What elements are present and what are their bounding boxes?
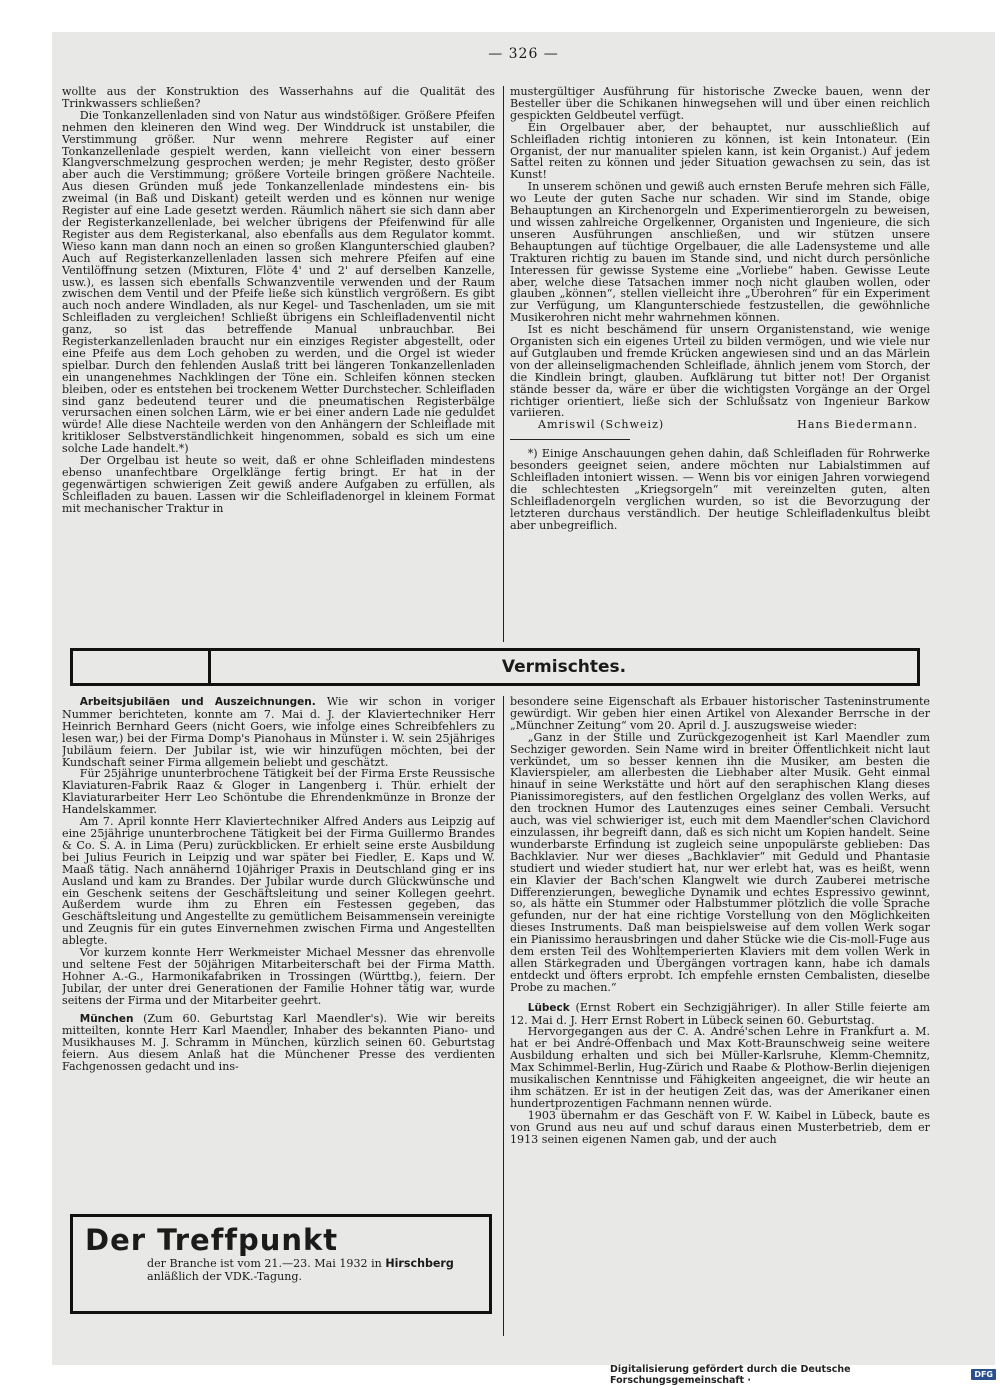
- paragraph: wollte aus der Konstruktion des Wasserhahns auf die Qualität des Trinkwassers schließen?: [62, 86, 495, 110]
- paragraph: Ein Orgelbauer aber, der behauptet, nur ausschließlich auf Schleifladen richtig intonieren zu können, ist kein Intonateur. (Ein Organist, der nur manualiter spielen kann, ist kein Organist.) Auf jedem Sattel reiten zu können und jeder Situation gewachsen zu sein, das ist Kunst!: [510, 120, 930, 182]
- advertisement-title: Der Treffpunkt: [85, 1223, 339, 1257]
- scanned-page: [52, 32, 995, 1365]
- signature-line: [510, 419, 930, 431]
- paragraph: [62, 696, 495, 768]
- advertisement-subtext: anläßlich der VDK.-Tagung.: [147, 1270, 303, 1283]
- article-column-top-right: [510, 86, 930, 644]
- paragraph: In unserem schönen und gewiß auch ernsten Berufe mehren sich Fälle, wo Leute der guten Sache nur schaden. Wir sind im Stande, obige Behauptungen an Kirchenorgeln und Experimentierorgeln zu beweisen, und wissen zahlreiche Orgelkenner, Organisten und Ingenieure, die sich unseren Ausführungen anschließen, und wir stützen unsere Behauptungen auf tüchtige Orgelbauer, die alle Ladensysteme und alle Trakturen richtig zu bauen im Stande sind, und nicht durch persönliche Interessen für gewisse Systeme eine „Vorliebe“ haben. Gewisse Leute aber, welche diese Tatsachen immer noch nicht glauben wollen, oder glauben „können“, stellen vielleicht ihre „Überohren“ für ein Experiment zur Verfügung, um Klangunterschiede festzustellen, die gewöhnliche Musikerohren nicht mehr wahrnehmen können.: [510, 180, 930, 325]
- footnote: *) Einige Anschauungen gehen dahin, daß Schleifladen für Rohrwerke besonders geeignet seien, andere möchten nur Labialstimmen auf Schleifladen intoniert wissen. — Wenn bis vor einigen Jahren vorwiegend die schlechtesten „Kriegsorgeln“ mit vereinzelten guten, alten Schleifladenorgeln verglichen wurden, so ist die Bevorzugung der letzteren durchaus verständlich. Der heutige Schleifladenkultus bleibt aber unbegreiflich.: [510, 447, 930, 532]
- paragraph: Hervorgegangen aus der C. A. André'schen Lehre in Frankfurt a. M. hat er bei André-Offenbach und Max Kott-Braunschweig seine weitere Ausbildung erhalten und sich bei Müller-Karlsruhe, Klemm-Chemnitz, Max Schimmel-Berlin, Hug-Zürich und Raabe & Plothow-Berlin diejenigen musikalischen Kenntnisse und Fähigkeiten angeeignet, die wir heute an ihm schätzen. Er ist in der heutigen Zeit das, was der Amerikaner einen hundertprozentigen Fachmann nennen würde.: [510, 1025, 930, 1110]
- article-column-bottom-right: [510, 696, 930, 1336]
- paragraph: Für 25jährige ununterbrochene Tätigkeit bei der Firma Erste Reussische Klaviaturen-Fabrik Raaz & Gloger in Langenberg i. Thür. erhielt der Klaviaturarbeiter Herr Leo Schöntube die Ehrendenkmünze in Bronze der Handelskammer.: [62, 767, 495, 817]
- quotation: „Ganz in der Stille und Zurückgezogenheit ist Karl Maendler zum Sechziger geworden. Sein Name wird in breiter Öffentlichkeit nicht laut verkündet, um so besser kennen ihn die Musiker, am besten die Klavierspieler, am allerbesten die Liebhaber alter Musik. Geht einmal hinauf in seine Werkstätte und hört auf den seraphischen Klang dieses Pianissimoregisters, auf den festlichen Orgelglanz des vollen Werks, auf den trocknen Humor des Lautenzuges eines seiner Cembali. Versucht auch, was viel schwieriger ist, euch mit dem Maendler'schen Clavichord einzulassen, ihr begreift dann, daß es sich nicht um Kopien handelt. Seine wunderbarste Erfindung ist zugleich seine unpopulärste geblieben: Das Bachklavier. Nur wer dieses „Bachklavier“ mit Geduld und Phantasie studiert und wieder studiert hat, nur wer erlebt hat, was es heißt, wenn ein Klavier der Bach'schen Klangwelt wie durch Zauberei metrische Differenzierungen, bewegliche Dynamik und echtes Espressivo gewinnt, so, als hätte ein Stummer oder Halbstummer plötzlich die volle Sprache gefunden, nur der hat eine richtige Vorstellung von den Möglichkeiten dieses Instruments. Daß man beispielsweise auf dem vollen Werk sogar ein Pianissimo herausbringen und daher Stücke wie die Cis-moll-Fuge aus dem ersten Teil des Wohltemperierten Klaviers mit dem vollen Werk in allen Stärkegraden und Übergängen vortragen kann, habe ich damals entdeckt und öfters erprobt. Ich empfehle ernsten Cembalisten, dieselbe Probe zu machen.“: [510, 730, 930, 994]
- article-column-top-left: [62, 86, 495, 644]
- paragraph: Der Orgelbau ist heute so weit, daß er ohne Schleifladen mindestens ebenso unanfechtbare Orgelklänge fertig bringt. Er hat in der gegenwärtigen schwierigen Zeit gewiß andere Aufgaben zu erfüllen, als Schleifladen zu bauen. Lassen wir die Schleifladenorgel in kleinem Format mit mechanischer Traktur in: [62, 454, 495, 515]
- paragraph: [510, 1002, 930, 1027]
- footnote-rule: [510, 439, 630, 440]
- paragraph: mustergültiger Ausführung für historische Zwecke bauen, wenn der Besteller über die Schikanen hinwegsehen will und über einen reichlich gespickten Geldbeutel verfügt.: [510, 86, 930, 122]
- advertisement-place: Hirschberg: [385, 1257, 454, 1270]
- dfg-logo-icon: DFG: [971, 1369, 996, 1380]
- advertisement-text: [85, 1257, 477, 1270]
- rubric-heading: Arbeitsjubiläen und Auszeichnungen.: [79, 696, 316, 708]
- digitization-credit: [610, 1363, 1000, 1386]
- paragraph: Ist es nicht beschämend für unsern Organistenstand, wie wenige Organisten sich ein eigenes Urteil zu bilden vermögen, und wie viele nur auf Gutglauben und fremde Krücken angewiesen sind und an das Märlein von der alleinseligmachenden Schleiflade, ähnlich jenem vom Storch, der die Kindlein bringt, glauben. Aufklärung tut bitter not! Der Organist stände besser da, wäre er über die wichtigsten Vorgänge an der Orgel richtiger orientiert, ließe sich der Schlußsatz von Ingenieur Barkow variieren.: [510, 323, 930, 420]
- rubric-heading: München: [79, 1012, 134, 1025]
- column-divider: [503, 696, 504, 1336]
- signature-name: Hans Biedermann.: [797, 418, 918, 432]
- advertisement-box: [70, 1214, 492, 1314]
- section-title: Vermischtes.: [501, 657, 627, 677]
- column-divider: [503, 86, 504, 642]
- section-banner: [70, 648, 920, 686]
- paragraph: Vor kurzem konnte Herr Werkmeister Michael Messner das ehrenvolle und seltene Fest der 50jährigen Mitarbeiterschaft bei der Firma Matth. Hohner A.-G., Harmonikafabriken in Trossingen (Württbg.), feiern. Der Jubilar, der unter drei Generationen der Familie Hohner tätig war, wurde seitens der Firma und der Mitarbeiter geehrt.: [62, 946, 495, 1007]
- paragraph-text: Wie wir schon in voriger Nummer berichteten, konnte am 7. Mai d. J. der Klaviertechniker Herr Heinrich Bernhard Geers (nicht Goers, wie infolge eines Schreibfehlers zu lesen war,) bei der Firma Domp's Pianohaus in Münster i. W. sein 25jähriges Jubiläum feiern. Der Jubilar ist, wie wir hinzufügen möchten, bei der Kundschaft seiner Firma allgemein beliebt und geschätzt.: [62, 696, 495, 769]
- paragraph-text: (Zum 60. Geburtstag Karl Maendler's). Wie wir bereits mitteilten, konnte Herr Karl Maendler, Inhaber des bekannten Piano- und Musikhauses M. J. Schramm in München, kürzlich seinen 60. Geburtstag feiern. Aus diesem Anlaß hat die Münchener Presse des verdienten Fachgenossen gedacht und ins-: [62, 1011, 495, 1074]
- paragraph-text: (Ernst Robert ein Sechzigjähriger). In aller Stille feierte am 12. Mai d. J. Herr Ernst Robert in Lübeck seinen 60. Geburtstag.: [510, 1000, 930, 1027]
- paragraph: Am 7. April konnte Herr Klaviertechniker Alfred Anders aus Leipzig auf eine 25jährige ununterbrochene Tätigkeit bei der Firma Guillermo Brandes & Co. S. A. in Lima (Peru) zurückblicken. Er erhielt seine erste Ausbildung bei Julius Feurich in Leipzig und war später bei Fiedler, E. Kaps und W. Maaß tätig. Nach annähernd 10jähriger Praxis in Deutschland ging er ins Ausland und kam zu Brandes. Der Jubilar wurde durch Glückwünsche und ein Geschenk seitens der Geschäftsleitung und seiner Kollegen geehrt. Außerdem wurde ihm zu Ehren ein Festessen gegeben, das Geschäftsleitung und Angestellte zu gemütlichem Beisammensein vereinigte und Zeugnis für ein gutes Einvernehmen zwischen Firma und Angestellten ablegte.: [62, 815, 495, 948]
- signature-city: Amriswil (Schweiz): [538, 418, 665, 432]
- paragraph: 1903 übernahm er das Geschäft von F. W. Kaibel in Lübeck, baute es von Grund aus neu auf und schuf daraus einen Musterbetrieb, dem er 1913 seinen eigenen Namen gab, und der auch: [510, 1108, 930, 1146]
- banner-left-box: [73, 651, 211, 683]
- rubric-heading: Lübeck: [527, 1001, 570, 1014]
- credit-text: Digitalisierung gefördert durch die Deutsche Forschungsgemeinschaft ·: [610, 1363, 851, 1386]
- paragraph: [62, 1013, 495, 1074]
- advertisement-date-text: der Branche ist vom 21.—23. Mai 1932 in: [147, 1257, 382, 1270]
- paragraph: besondere seine Eigenschaft als Erbauer historischer Tasteninstrumente gewürdigt. Wir geben hier einen Artikel von Alexander Berrsche in der „Münchner Zeitung“ vom 20. April d. J. auszugsweise wieder:: [510, 696, 930, 732]
- article-column-bottom-left: [62, 696, 495, 1208]
- page-number: — 326 —: [488, 46, 559, 62]
- paragraph: Die Tonkanzellenladen sind von Natur aus windstößiger. Größere Pfeifen nehmen den kleineren den Wind weg. Der Winddruck ist unstabiler, die Verstimmung größer. Nur wenn mehrere Register auf einer Tonkanzellenlade gespielt werden, kann vielleicht von einer bessern Klangverschmelzung gesprochen werden; je mehr Register, desto größer aber auch die Verstimmung; größere Vorteile bringen größere Nachteile. Aus diesen Gründen muß jede Tonkanzellenlade mindestens ein- bis zweimal (in Baß und Diskant) geteilt werden und es können nur wenige Register auf eine Lade gesetzt werden. Räumlich nähert sie sich dann aber der Registerkanzellenlade, bei welcher übrigens der Pfeifenwind für alle Register aus dem Registerkanal, also ebenfalls aus dem Regulator kommt. Wieso kann man dann noch an einen so großen Klangunterschied glauben? Auch auf Registerkanzellenladen lassen sich mehrere Pfeifen auf eine Ventilöffnung setzen (Mixturen, Flöte 4' und 2' auf derselben Kanzelle, usw.), es lassen sich ebenfalls Schwanzventile verwenden und der Raum zwischen dem Ventil und der Pfeife ließe sich künstlich vergrößern. Es gibt auch noch andere Windladen, als nur Kegel- und Taschenladen, um sie mit Schleifladen zu vergleichen! Schließt übrigens ein Schleifladenventil nicht ganz, so ist das betreffende Manual unbrauchbar. Bei Registerkanzellenladen braucht nur ein einziges Register abgestellt, oder eine Pfeife aus dem Loch gehoben zu werden, und die Orgel ist wieder spielbar. Durch den fehlenden Auslaß tritt bei längeren Tonkanzellenladen ein unangenehmes Nachklingen der Töne ein. Schleifen können stecken bleiben, oder es entstehen bei trockenem Wetter Durchstecher. Schleifladen sind ganz bedeutend teurer und die pneumatischen Registerbälge verursachen einen solchen Lärm, wie er bei einer andern Lade nie geduldet würde! Alle diese Nachteile werden von den Anhängern der Schleiflade mit kritikloser Selbstverständlichkeit hingenommen, sobald es sich um eine solche Lade handelt.*): [62, 108, 495, 456]
